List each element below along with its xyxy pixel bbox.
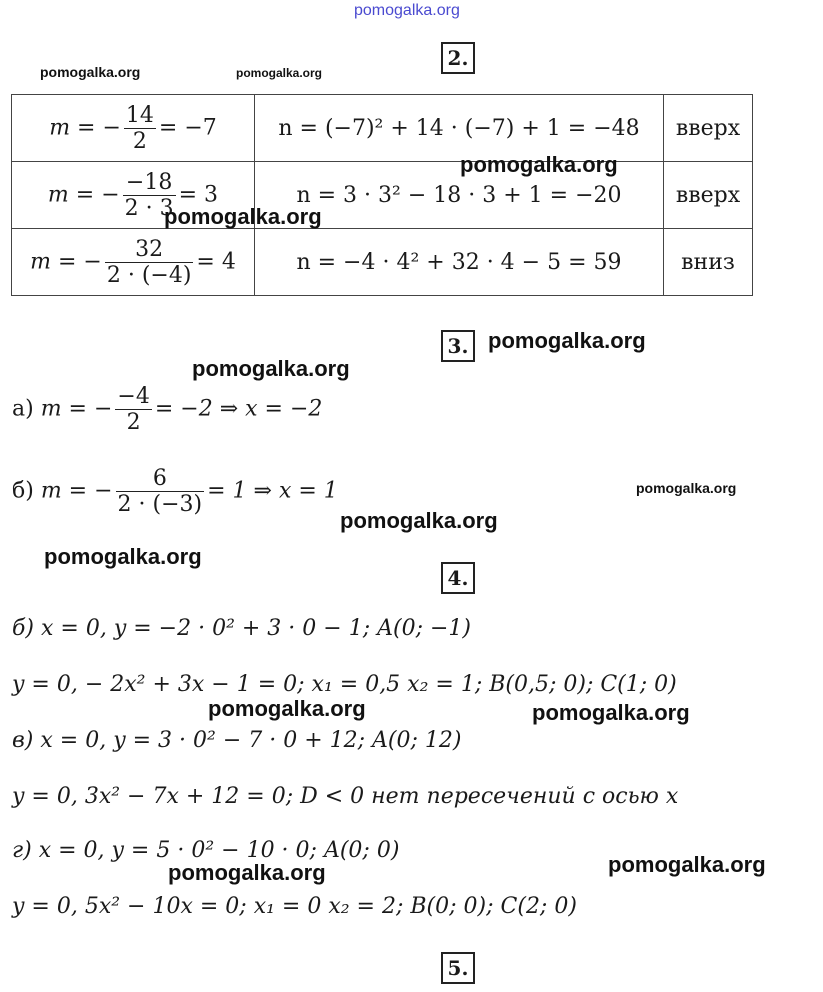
section-number-4: 4. xyxy=(441,562,475,594)
watermark: pomogalka.org xyxy=(236,66,323,80)
watermark: pomogalka.org xyxy=(354,2,460,19)
n-cell: n = (−7)² + 14 · (−7) + 1 = −48 xyxy=(255,95,664,162)
table-row xyxy=(12,162,753,229)
section-number-5: 5. xyxy=(441,952,475,984)
n-cell: n = 3 · 3² − 18 · 3 + 1 = −20 xyxy=(255,162,664,229)
section-number-3: 3. xyxy=(441,330,475,362)
table-row xyxy=(12,229,753,296)
n-cell: n = −4 · 4² + 32 · 4 − 5 = 59 xyxy=(255,229,664,296)
m-cell: m = − $\frac{-18}{2 \cdot 3}$ = 3 xyxy=(12,162,255,229)
watermark: pomogalka.org xyxy=(608,852,766,877)
watermark: pomogalka.org xyxy=(44,544,202,569)
task4-line: в) x = 0, y = 3 · 0² − 7 · 0 + 12; A(0; 12) xyxy=(12,728,462,753)
watermark: pomogalka.org xyxy=(192,356,350,381)
watermark: pomogalka.org xyxy=(40,64,141,80)
table-row xyxy=(12,95,753,162)
watermark: pomogalka.org xyxy=(488,328,646,353)
task3-b: б) m = − $\frac{6}{2 \cdot (-3)}$ = 1 ⇒ x = 1 xyxy=(12,466,338,517)
solution-table xyxy=(11,94,753,296)
watermark: pomogalka.org xyxy=(532,700,690,725)
watermark: pomogalka.org xyxy=(460,152,618,177)
task4-line: y = 0, 5x² − 10x = 0; x₁ = 0 x₂ = 2; B(0; 0); C(2; 0) xyxy=(12,894,577,919)
watermark: pomogalka.org xyxy=(164,204,322,229)
task4-line: y = 0, − 2x² + 3x − 1 = 0; x₁ = 0,5 x₂ = 1; B(0,5; 0); C(1; 0) xyxy=(12,672,677,697)
task3-a: а) m = − $\frac{-4}{2}$ = −2 ⇒ x = −2 xyxy=(12,384,323,435)
task4-line: y = 0, 3x² − 7x + 12 = 0; D < 0 нет пересечений с осью x xyxy=(12,784,679,809)
watermark: pomogalka.org xyxy=(340,508,498,533)
task4-line: г) x = 0, y = 5 · 0² − 10 · 0; A(0; 0) xyxy=(12,838,400,863)
direction-cell: вверх xyxy=(664,95,753,162)
direction-cell: вверх xyxy=(664,162,753,229)
direction-cell: вниз xyxy=(664,229,753,296)
watermark: pomogalka.org xyxy=(208,696,366,721)
watermark: pomogalka.org xyxy=(168,860,326,885)
m-cell: m = − $\frac{14}{2}$ = −7 xyxy=(12,95,255,162)
task4-line: б) x = 0, y = −2 · 0² + 3 · 0 − 1; A(0; −1) xyxy=(12,616,471,641)
section-number-2: 2. xyxy=(441,42,475,74)
m-cell: m = − $\frac{32}{2 \cdot (-4)}$ = 4 xyxy=(12,229,255,296)
watermark: pomogalka.org xyxy=(636,480,737,496)
